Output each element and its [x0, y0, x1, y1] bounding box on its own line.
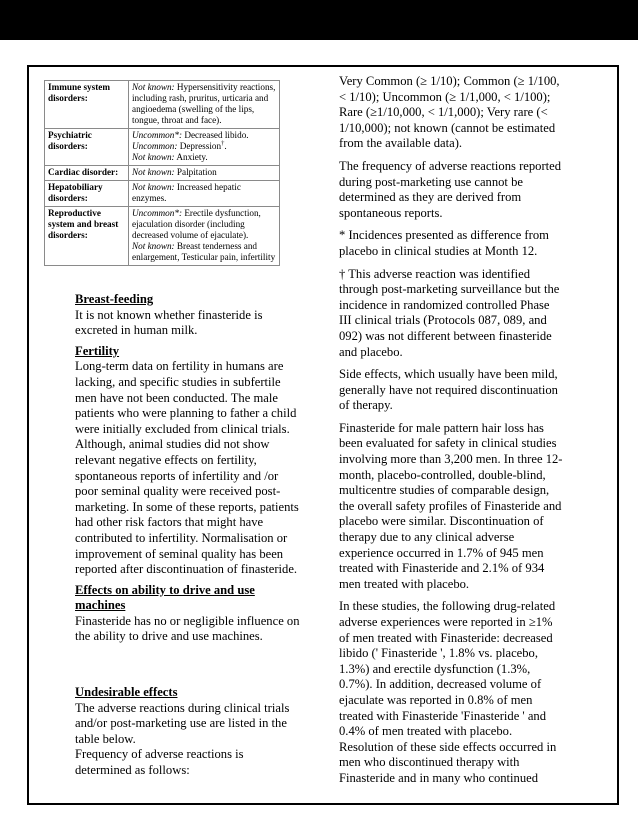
- table-category-cell: Cardiac disorder:: [45, 166, 129, 181]
- reaction-text: Erectile dysfunction, ejaculation disorder (including decreased volume of ejaculate).: [132, 208, 261, 240]
- post-marketing-paragraph: The frequency of adverse reactions reported during post-marketing use cannot be determined as they are derived from spontaneous reports.: [339, 158, 562, 220]
- reaction-entry: [132, 82, 276, 126]
- frequency-label: Uncommon*:: [132, 208, 183, 218]
- frequency-label: Uncommon*:: [132, 130, 183, 140]
- table-category-cell: Hepatobiliary disorders:: [45, 181, 129, 207]
- frequency-label: Not known:: [132, 167, 175, 177]
- frequency-label: Uncommon:: [132, 141, 178, 151]
- undesirable-effects-text: The adverse reactions during clinical trials and/or post-marketing use are listed in the table below.: [75, 700, 290, 746]
- reaction-text: Increased hepatic enzymes.: [132, 182, 241, 203]
- reaction-entry: [132, 208, 276, 241]
- reaction-entry: [132, 167, 276, 178]
- frequency-definitions: Very Common (≥ 1/10); Common (≥ 1/100, < 1/10); Uncommon (≥ 1/1,000, < 1/100); Rare (≥1/10,000, < 1/1,000); Very rare (< 1/10,000); not known (cannot be estimated from the available data).: [339, 74, 560, 151]
- frequency-label: Not known:: [132, 241, 175, 251]
- table-row: [45, 166, 280, 181]
- reaction-text: Depression: [177, 141, 222, 151]
- asterisk-footnote: * Incidences presented as difference from placebo in clinical studies at Month 12.: [339, 228, 549, 258]
- table-row: [45, 181, 280, 207]
- dagger-mark: †: [221, 139, 225, 147]
- driving-text: Finasteride has no or negligible influence on the ability to drive and use machines.: [75, 613, 300, 644]
- reaction-text: Anxiety.: [174, 152, 208, 162]
- frequency-text: Frequency of adverse reactions is determined as follows:: [75, 747, 244, 778]
- table-row: [45, 129, 280, 166]
- breastfeeding-text: It is not known whether finasteride is excreted in human milk.: [75, 307, 263, 338]
- table-row: [45, 207, 280, 266]
- reaction-entry: [132, 152, 276, 163]
- reaction-text: Decreased libido.: [182, 130, 249, 140]
- table-description-cell: [129, 181, 280, 207]
- reaction-entry: [132, 182, 276, 204]
- adverse-reactions-table: [44, 80, 280, 266]
- safety-evaluation-paragraph: Finasteride for male pattern hair loss has been evaluated for safety in clinical studies involving more than 3,200 men. In three 12-month, placebo-controlled, double-blind, multicentre studies of comparable design, the overall safety profiles of Finasteride and placebo were similar. Discontinuation of therapy due to any clinical adverse experience occurred in 1.7% of 945 men treated with Finasteride and 2.1% of 934 men treated with placebo.: [339, 420, 563, 591]
- blank-space: [75, 645, 303, 680]
- reaction-text-end: .: [224, 141, 227, 151]
- table-category-cell: Reproductive system and breast disorders:: [45, 207, 129, 266]
- table-category-cell: Immune system disorders:: [45, 81, 129, 129]
- frequency-label: Not known:: [132, 152, 175, 162]
- reaction-entry: [132, 130, 276, 141]
- frequency-label: Not known:: [132, 82, 175, 92]
- driving-heading: Effects on ability to drive and use machines: [75, 582, 255, 613]
- drug-related-paragraph: In these studies, the following drug-related adverse experiences were reported in ≥1% of men treated with Finasteride: decreased libido (' Finasteride ', 1.8% vs. placebo, 1.3%) and erectile dysfunction (1.3%, 0.7%). In addition, decreased volume of ejaculate was reported in 0.8% of men treated with Finasteride 'Finasteride ' and 0.4% of men treated with placebo. Resolution of these side effects occurred in men who discontinued therapy with Finasteride and in many who continued: [339, 599, 557, 785]
- reaction-text: Palpitation: [174, 167, 217, 177]
- fertility-heading: Fertility: [75, 343, 120, 358]
- table-description-cell: [129, 207, 280, 266]
- table-description-cell: [129, 166, 280, 181]
- fertility-text: Long-term data on fertility in humans are lacking, and specific studies in subfertile men have not been conducted. The male patients who were planning to father a child were initially excluded from clinical trials. Although, animal studies did not show relevant negative effects on fertility, spontaneous reports of infertility and /or poor seminal quality were received post-marketing. In some of these reports, patients had other risk factors that might have contributed to infertility. Normalisation or improvement of seminal quality has been reported after discontinuation of finasteride.: [75, 359, 299, 577]
- table-category-cell: Psychiatric disorders:: [45, 129, 129, 166]
- undesirable-effects-heading: Undesirable effects: [75, 685, 178, 700]
- reaction-text: Breast tenderness and enlargement, Testicular pain, infertility: [132, 241, 276, 262]
- left-column: [75, 287, 303, 779]
- right-column: [339, 74, 563, 794]
- reaction-text: Hypersensitivity reactions, including rash, pruritus, urticaria and angioedema (swelling of the lips, tongue, throat and face).: [132, 82, 276, 125]
- reaction-entry: [132, 141, 276, 152]
- reaction-entry: [132, 241, 276, 263]
- table-description-cell: [129, 129, 280, 166]
- table-description-cell: [129, 81, 280, 129]
- side-effects-paragraph: Side effects, which usually have been mild, generally have not required discontinuation of therapy.: [339, 367, 558, 413]
- top-black-bar: [0, 0, 638, 40]
- table-row: [45, 81, 280, 129]
- dagger-footnote: † This adverse reaction was identified through post-marketing surveillance but the incidence in randomized controlled Phase III clinical trials (Protocols 087, 089, and 092) was not different between finasteride and placebo.: [339, 266, 560, 359]
- breastfeeding-heading: Breast-feeding: [75, 292, 154, 306]
- frequency-label: Not known:: [132, 182, 175, 192]
